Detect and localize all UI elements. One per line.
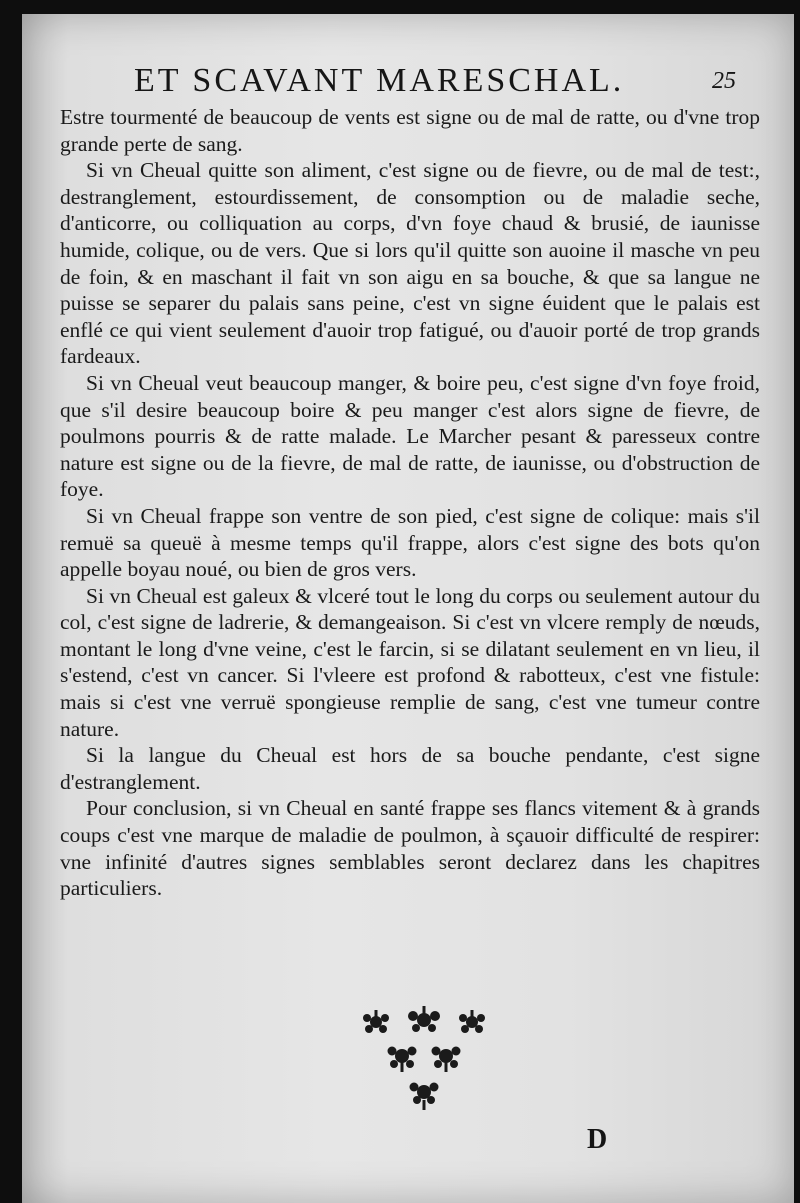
paragraph: Pour conclusion, si vn Cheual en santé frappe ses flancs vitement & à grands coups c'est vne marque de maladie de poulmon, à sçauoir difficulté de respirer: vne infinité d'autres signes semblables seront declarez dans les chapitres particuliers. [60,796,760,901]
page-number: 25 [712,68,736,94]
page-header [22,62,794,102]
body-text [60,104,760,902]
paragraph: Si vn Cheual est galeux & vlceré tout le long du corps ou seulement autour du col, c'est signe de ladrerie, & demangeaison. Si c'est vn vlcere remply de nœuds, montant le long d'vne veine, c'est le farcin, si se dilatant seulement en vn lieu, il s'estend, c'est vn cancer. Si l'vleere est profond & rabotteux, c'est vne fistule: mais si c'est vne verruë spongieuse remplie de sang, c'est vne tumeur contre nature. [60,583,760,741]
paragraph: Si la langue du Cheual est hors de sa bouche pendante, c'est signe d'estranglement. [60,743,760,794]
book-page [22,14,794,1203]
paragraph: Si vn Cheual frappe son ventre de son pied, c'est signe de colique: mais s'il remuë sa queuë à mesme temps qu'il frappe, alors c'est signe des bots qu'on appelle boyau noué, ou bien de gros vers. [60,503,760,582]
paragraph: Si vn Cheual veut beaucoup manger, & boire peu, c'est signe d'vn foye froid, que s'il desire beaucoup boire & peu manger c'est alors signe de fievre, de poulmons pourris & de ratte malade. Le Marcher pesant & paresseux contre nature est signe ou de la fievre, de mal de ratte, de iaunisse, ou d'obstruction de foye. [60,370,760,502]
paragraph: Estre tourmenté de beaucoup de vents est signe ou de mal de ratte, ou d'vne trop grande perte de sang. [60,105,760,156]
fleuron-ornament [354,1004,494,1114]
running-title: ET SCAVANT MARESCHAL. [134,62,625,99]
signature-mark: D [587,1124,608,1155]
paragraph: Si vn Cheual quitte son aliment, c'est signe ou de fievre, ou de mal de test:, destranglement, estourdissement, de consomption ou de maladie seche, d'anticorre, ou colliquation au corps, d'vn foye chaud & brusié, de iaunisse humide, colique, ou de vers. Que si lors qu'il quitte son auoine il masche vn peu de foin, & en maschant il fait vn son aigu en sa bouche, & que sa langue ne puisse se separer du palais sans peine, c'est vn signe éuident que le palais est enflé ce qui vient seulement d'auoir trop fatigué, ou d'auoir porté de trop grands fardeaux. [60,158,760,369]
